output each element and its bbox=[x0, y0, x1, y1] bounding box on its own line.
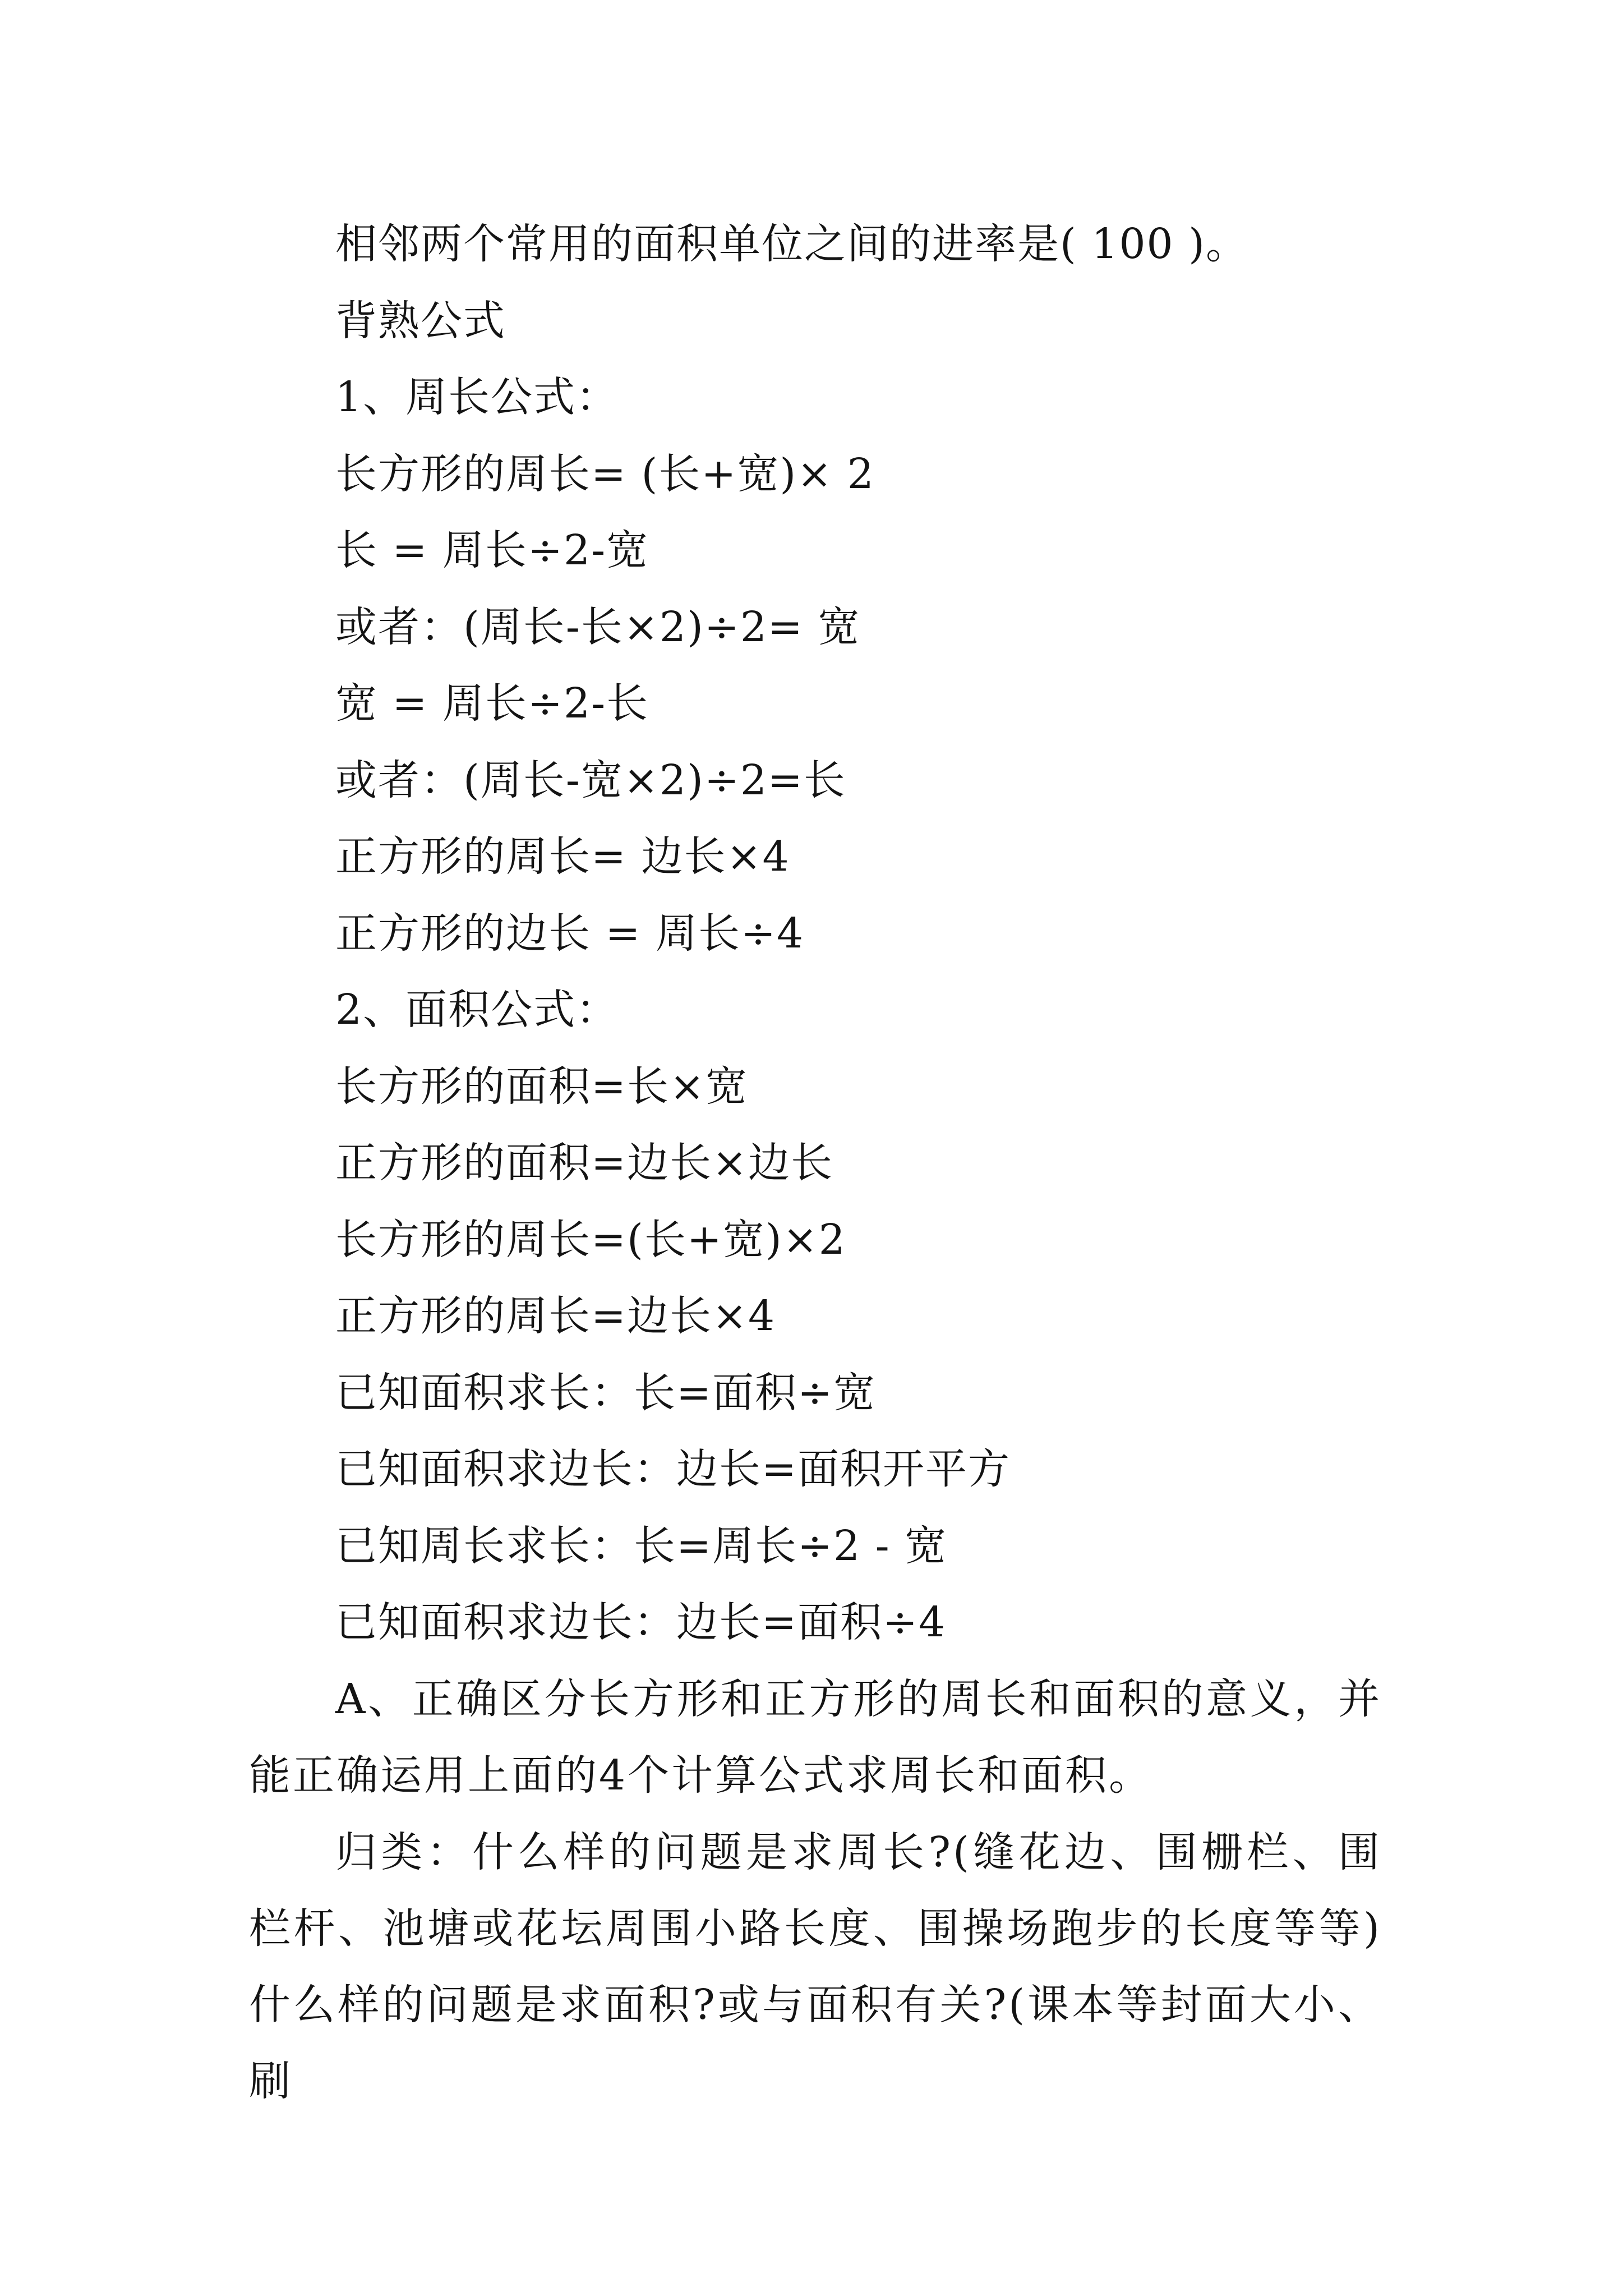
text-line: 或者：(周长-宽×2)÷2=长 bbox=[335, 756, 846, 804]
text-line: 长方形的周长= (长+宽)× 2 bbox=[335, 450, 875, 498]
text-line-progress-rate: 相邻两个常用的面积单位之间的进率是( 100 )。 bbox=[335, 220, 1249, 268]
text-line: 已知面积求边长：边长=面积开平方 bbox=[335, 1445, 1011, 1493]
text-line: 已知周长求长：长=周长÷2 - 宽 bbox=[335, 1522, 948, 1570]
text-line: 正方形的面积=边长×边长 bbox=[335, 1139, 834, 1187]
text-line: 长 = 周长÷2-宽 bbox=[335, 526, 649, 574]
text-line: 或者：(周长-长×2)÷2= 宽 bbox=[335, 603, 861, 651]
text-line: 正方形的周长=边长×4 bbox=[335, 1292, 776, 1340]
paragraph-a: A、正确区分长方形和正方形的周长和面积的意义，并能正确运用上面的4个计算公式求周长和面积。 bbox=[249, 1675, 1382, 1800]
text-line: 长方形的周长=(长+宽)×2 bbox=[335, 1216, 846, 1264]
text-line-heading-formulas: 背熟公式 bbox=[335, 297, 506, 345]
paragraph-classification: 归类：什么样的问题是求周长?(缝花边、围栅栏、围栏杆、池塘或花坛周围小路长度、围操场跑步的长度等等)什么样的问题是求面积?或与面积有关?(课本等封面大小、刷 bbox=[249, 1828, 1382, 2105]
text-line: 宽 = 周长÷2-长 bbox=[335, 679, 649, 728]
text-line: 已知面积求边长：边长=面积÷4 bbox=[335, 1598, 947, 1646]
text-line: 长方形的面积=长×宽 bbox=[335, 1062, 749, 1111]
text-line-perimeter-heading: 1、周长公式： bbox=[335, 373, 619, 421]
text-line: 正方形的周长= 边长×4 bbox=[335, 832, 790, 881]
text-line-area-heading: 2、面积公式： bbox=[335, 986, 619, 1034]
text-line: 已知面积求长：长=面积÷宽 bbox=[335, 1369, 877, 1417]
text-line: 正方形的边长 = 周长÷4 bbox=[335, 909, 805, 958]
